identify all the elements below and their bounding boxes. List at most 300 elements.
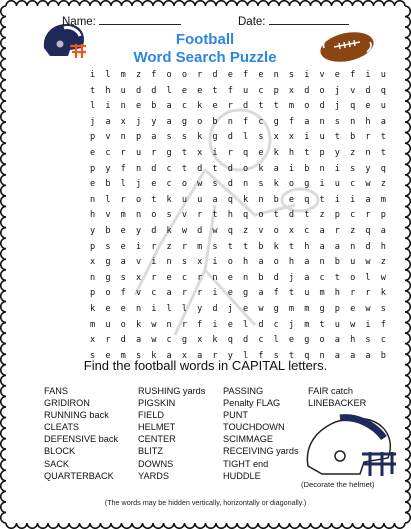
grid-letter[interactable]: u: [350, 257, 356, 268]
grid-letter[interactable]: h: [288, 257, 295, 268]
grid-letter[interactable]: k: [380, 288, 386, 299]
grid-letter[interactable]: e: [288, 194, 295, 205]
grid-letter[interactable]: d: [197, 163, 203, 174]
grid-letter[interactable]: b: [380, 350, 386, 361]
grid-letter[interactable]: q: [304, 194, 310, 205]
grid-letter[interactable]: e: [334, 70, 340, 80]
grid-letter[interactable]: l: [166, 85, 172, 96]
grid-letter[interactable]: x: [120, 116, 126, 127]
grid-letter[interactable]: d: [120, 335, 126, 346]
grid-letter[interactable]: t: [380, 132, 386, 143]
grid-letter[interactable]: c: [105, 147, 111, 158]
grid-letter[interactable]: b: [304, 163, 310, 174]
grid-letter[interactable]: w: [350, 319, 356, 330]
grid-letter[interactable]: q: [350, 101, 356, 112]
grid-letter[interactable]: w: [197, 179, 203, 190]
grid-letter[interactable]: x: [197, 147, 203, 158]
grid-letter[interactable]: r: [151, 147, 157, 158]
grid-letter[interactable]: l: [243, 319, 249, 330]
grid-letter[interactable]: s: [120, 272, 126, 283]
grid-letter[interactable]: i: [319, 179, 325, 190]
grid-letter[interactable]: a: [380, 116, 386, 127]
grid-letter[interactable]: t: [288, 288, 295, 299]
grid-letter[interactable]: o: [288, 179, 295, 190]
grid-letter[interactable]: s: [135, 350, 142, 361]
grid-letter[interactable]: v: [135, 257, 142, 268]
grid-letter[interactable]: j: [90, 116, 96, 127]
grid-letter[interactable]: f: [197, 319, 203, 330]
grid-letter[interactable]: j: [288, 272, 295, 283]
grid-letter[interactable]: h: [334, 288, 340, 299]
grid-letter[interactable]: e: [120, 241, 126, 252]
grid-letter[interactable]: w: [151, 335, 157, 346]
grid-letter[interactable]: n: [243, 179, 249, 190]
grid-letter[interactable]: y: [365, 163, 371, 174]
grid-letter[interactable]: o: [227, 257, 233, 268]
grid-letter[interactable]: d: [273, 272, 279, 283]
grid-letter[interactable]: n: [319, 350, 325, 361]
grid-letter[interactable]: m: [288, 303, 295, 314]
grid-letter[interactable]: i: [135, 241, 142, 252]
grid-letter[interactable]: m: [120, 350, 126, 361]
grid-letter[interactable]: y: [105, 163, 111, 174]
grid-letter[interactable]: g: [273, 116, 279, 127]
grid-letter[interactable]: k: [273, 241, 279, 252]
grid-letter[interactable]: a: [334, 350, 340, 361]
grid-letter[interactable]: b: [334, 257, 340, 268]
grid-letter[interactable]: z: [135, 70, 142, 80]
grid-letter[interactable]: t: [273, 210, 279, 221]
grid-letter[interactable]: i: [212, 147, 218, 158]
grid-letter[interactable]: m: [197, 241, 203, 252]
grid-letter[interactable]: l: [105, 70, 111, 80]
grid-letter[interactable]: r: [334, 225, 340, 236]
letter-grid[interactable]: [85, 68, 391, 364]
grid-letter[interactable]: k: [197, 132, 203, 143]
grid-letter[interactable]: r: [365, 210, 371, 221]
grid-letter[interactable]: r: [181, 241, 188, 252]
grid-letter[interactable]: d: [365, 241, 371, 252]
grid-letter[interactable]: o: [350, 272, 356, 283]
grid-letter[interactable]: d: [151, 225, 157, 236]
grid-letter[interactable]: g: [166, 147, 172, 158]
grid-letter[interactable]: c: [166, 179, 172, 190]
grid-letter[interactable]: j: [334, 85, 340, 96]
grid-letter[interactable]: e: [166, 272, 172, 283]
grid-letter[interactable]: d: [288, 210, 295, 221]
grid-letter[interactable]: u: [105, 319, 111, 330]
grid-letter[interactable]: j: [288, 319, 295, 330]
grid-letter[interactable]: m: [288, 101, 295, 112]
grid-letter[interactable]: a: [304, 272, 310, 283]
grid-letter[interactable]: l: [181, 303, 188, 314]
grid-letter[interactable]: l: [365, 272, 371, 283]
grid-letter[interactable]: o: [197, 116, 203, 127]
grid-letter[interactable]: q: [227, 194, 233, 205]
grid-letter[interactable]: x: [273, 132, 279, 143]
grid-letter[interactable]: i: [212, 288, 218, 299]
grid-letter[interactable]: h: [350, 335, 356, 346]
grid-letter[interactable]: e: [120, 303, 126, 314]
grid-letter[interactable]: n: [350, 116, 356, 127]
grid-letter[interactable]: c: [350, 210, 356, 221]
grid-letter[interactable]: k: [243, 194, 249, 205]
name-blank[interactable]: [99, 14, 181, 25]
grid-letter[interactable]: k: [258, 163, 264, 174]
grid-letter[interactable]: c: [258, 85, 264, 96]
grid-letter[interactable]: s: [181, 132, 188, 143]
grid-letter[interactable]: s: [273, 350, 279, 361]
grid-letter[interactable]: k: [273, 179, 279, 190]
grid-letter[interactable]: r: [197, 70, 203, 80]
grid-letter[interactable]: c: [258, 116, 264, 127]
grid-letter[interactable]: q: [227, 335, 233, 346]
grid-letter[interactable]: p: [273, 85, 279, 96]
grid-letter[interactable]: i: [304, 70, 310, 80]
grid-letter[interactable]: g: [273, 303, 279, 314]
grid-letter[interactable]: u: [380, 101, 386, 112]
grid-letter[interactable]: o: [135, 194, 142, 205]
grid-letter[interactable]: q: [243, 210, 249, 221]
grid-letter[interactable]: k: [151, 350, 157, 361]
grid-letter[interactable]: q: [227, 225, 233, 236]
grid-letter[interactable]: t: [334, 132, 340, 143]
grid-letter[interactable]: n: [166, 257, 172, 268]
grid-letter[interactable]: c: [181, 101, 188, 112]
grid-letter[interactable]: a: [166, 116, 172, 127]
grid-letter[interactable]: k: [212, 335, 218, 346]
grid-letter[interactable]: m: [120, 70, 126, 80]
grid-letter[interactable]: o: [181, 179, 188, 190]
grid-letter[interactable]: e: [227, 70, 233, 80]
grid-letter[interactable]: d: [227, 179, 233, 190]
grid-letter[interactable]: e: [135, 101, 142, 112]
grid-letter[interactable]: r: [365, 288, 371, 299]
grid-letter[interactable]: v: [258, 225, 264, 236]
grid-letter[interactable]: v: [181, 210, 188, 221]
grid-letter[interactable]: o: [258, 210, 264, 221]
grid-letter[interactable]: n: [258, 194, 264, 205]
grid-letter[interactable]: o: [319, 85, 325, 96]
grid-letter[interactable]: a: [258, 257, 264, 268]
grid-letter[interactable]: h: [380, 241, 386, 252]
grid-letter[interactable]: q: [304, 350, 310, 361]
grid-letter[interactable]: q: [380, 163, 386, 174]
grid-letter[interactable]: c: [181, 272, 188, 283]
grid-letter[interactable]: t: [181, 163, 188, 174]
grid-letter[interactable]: p: [90, 288, 96, 299]
grid-letter[interactable]: k: [166, 194, 172, 205]
grid-letter[interactable]: f: [120, 163, 126, 174]
grid-letter[interactable]: t: [243, 241, 249, 252]
grid-letter[interactable]: o: [304, 101, 310, 112]
grid-letter[interactable]: i: [212, 257, 218, 268]
grid-letter[interactable]: q: [380, 85, 386, 96]
grid-letter[interactable]: m: [90, 319, 96, 330]
grid-letter[interactable]: q: [365, 225, 371, 236]
grid-letter[interactable]: x: [288, 132, 295, 143]
grid-letter[interactable]: r: [227, 101, 233, 112]
grid-letter[interactable]: e: [151, 179, 157, 190]
grid-letter[interactable]: k: [135, 319, 142, 330]
grid-letter[interactable]: p: [90, 132, 96, 143]
grid-letter[interactable]: f: [350, 70, 356, 80]
grid-letter[interactable]: t: [319, 319, 325, 330]
grid-letter[interactable]: o: [151, 210, 157, 221]
grid-letter[interactable]: s: [166, 132, 172, 143]
grid-letter[interactable]: o: [120, 319, 126, 330]
grid-letter[interactable]: d: [197, 225, 203, 236]
grid-letter[interactable]: h: [105, 85, 111, 96]
grid-letter[interactable]: s: [90, 350, 96, 361]
grid-letter[interactable]: e: [227, 272, 233, 283]
grid-letter[interactable]: n: [90, 194, 96, 205]
grid-letter[interactable]: r: [181, 288, 188, 299]
grid-letter[interactable]: e: [258, 147, 264, 158]
grid-letter[interactable]: e: [120, 225, 126, 236]
grid-letter[interactable]: v: [135, 288, 142, 299]
grid-letter[interactable]: b: [212, 116, 218, 127]
grid-letter[interactable]: c: [258, 335, 264, 346]
grid-letter[interactable]: h: [288, 147, 295, 158]
grid-letter[interactable]: s: [212, 179, 218, 190]
grid-letter[interactable]: i: [151, 303, 157, 314]
grid-letter[interactable]: b: [105, 179, 111, 190]
grid-letter[interactable]: t: [212, 163, 218, 174]
grid-letter[interactable]: b: [258, 241, 264, 252]
grid-letter[interactable]: f: [243, 116, 249, 127]
grid-letter[interactable]: l: [166, 303, 172, 314]
grid-letter[interactable]: b: [273, 194, 279, 205]
grid-letter[interactable]: f: [151, 70, 157, 80]
grid-letter[interactable]: c: [151, 288, 157, 299]
grid-letter[interactable]: n: [365, 147, 371, 158]
grid-letter[interactable]: d: [243, 335, 249, 346]
grid-letter[interactable]: c: [304, 225, 310, 236]
grid-letter[interactable]: z: [380, 179, 386, 190]
grid-letter[interactable]: s: [380, 303, 386, 314]
grid-letter[interactable]: d: [243, 101, 249, 112]
grid-letter[interactable]: w: [258, 303, 264, 314]
grid-letter[interactable]: k: [197, 101, 203, 112]
grid-letter[interactable]: t: [304, 210, 310, 221]
grid-letter[interactable]: x: [90, 335, 96, 346]
grid-letter[interactable]: f: [380, 319, 386, 330]
grid-letter[interactable]: f: [273, 288, 279, 299]
outline-helmet-icon[interactable]: [300, 408, 400, 482]
grid-letter[interactable]: e: [258, 70, 264, 80]
grid-letter[interactable]: c: [380, 335, 386, 346]
grid-letter[interactable]: d: [258, 319, 264, 330]
grid-letter[interactable]: n: [166, 319, 172, 330]
grid-letter[interactable]: e: [90, 179, 96, 190]
grid-letter[interactable]: u: [334, 179, 340, 190]
grid-letter[interactable]: f: [227, 85, 233, 96]
grid-letter[interactable]: c: [166, 335, 172, 346]
grid-letter[interactable]: d: [151, 85, 157, 96]
grid-letter[interactable]: b: [258, 272, 264, 283]
grid-letter[interactable]: m: [120, 210, 126, 221]
grid-letter[interactable]: o: [166, 70, 172, 80]
grid-letter[interactable]: c: [319, 272, 325, 283]
grid-letter[interactable]: r: [151, 241, 157, 252]
grid-letter[interactable]: y: [334, 147, 340, 158]
grid-letter[interactable]: g: [105, 272, 111, 283]
grid-letter[interactable]: p: [380, 210, 386, 221]
grid-letter[interactable]: z: [350, 147, 356, 158]
grid-letter[interactable]: t: [258, 101, 264, 112]
grid-letter[interactable]: n: [319, 163, 325, 174]
grid-letter[interactable]: o: [273, 225, 279, 236]
grid-letter[interactable]: t: [181, 147, 188, 158]
grid-letter[interactable]: p: [90, 241, 96, 252]
grid-letter[interactable]: n: [319, 116, 325, 127]
grid-letter[interactable]: t: [212, 210, 218, 221]
grid-letter[interactable]: h: [227, 210, 233, 221]
grid-letter[interactable]: e: [365, 101, 371, 112]
grid-letter[interactable]: k: [166, 225, 172, 236]
grid-letter[interactable]: r: [365, 132, 371, 143]
grid-letter[interactable]: o: [105, 288, 111, 299]
grid-letter[interactable]: z: [350, 225, 356, 236]
grid-letter[interactable]: s: [212, 241, 218, 252]
grid-letter[interactable]: a: [166, 101, 172, 112]
grid-letter[interactable]: a: [350, 350, 356, 361]
grid-letter[interactable]: e: [212, 101, 218, 112]
grid-letter[interactable]: y: [151, 116, 157, 127]
grid-letter[interactable]: n: [120, 101, 126, 112]
grid-letter[interactable]: e: [197, 85, 203, 96]
grid-letter[interactable]: e: [227, 288, 233, 299]
grid-letter[interactable]: v: [105, 210, 111, 221]
grid-letter[interactable]: r: [105, 335, 111, 346]
grid-letter[interactable]: v: [319, 70, 325, 80]
grid-letter[interactable]: r: [212, 350, 218, 361]
grid-letter[interactable]: o: [181, 70, 188, 80]
grid-letter[interactable]: y: [90, 225, 96, 236]
grid-letter[interactable]: d: [212, 70, 218, 80]
grid-letter[interactable]: w: [151, 319, 157, 330]
grid-letter[interactable]: t: [304, 147, 310, 158]
grid-letter[interactable]: o: [243, 163, 249, 174]
grid-letter[interactable]: l: [273, 335, 279, 346]
grid-letter[interactable]: w: [365, 179, 371, 190]
grid-letter[interactable]: t: [288, 350, 295, 361]
name-field[interactable]: [62, 14, 181, 28]
grid-letter[interactable]: d: [212, 303, 218, 314]
grid-letter[interactable]: a: [135, 335, 142, 346]
grid-letter[interactable]: d: [227, 163, 233, 174]
grid-letter[interactable]: u: [243, 85, 249, 96]
grid-letter[interactable]: p: [334, 303, 340, 314]
grid-letter[interactable]: x: [288, 225, 295, 236]
grid-letter[interactable]: e: [350, 303, 356, 314]
grid-letter[interactable]: g: [212, 132, 218, 143]
grid-letter[interactable]: w: [365, 303, 371, 314]
grid-letter[interactable]: n: [90, 272, 96, 283]
grid-letter[interactable]: r: [151, 272, 157, 283]
grid-letter[interactable]: g: [304, 179, 310, 190]
grid-letter[interactable]: x: [197, 257, 203, 268]
date-field[interactable]: [238, 14, 349, 28]
grid-letter[interactable]: s: [105, 241, 111, 252]
grid-letter[interactable]: r: [227, 147, 233, 158]
grid-letter[interactable]: l: [243, 350, 249, 361]
grid-letter[interactable]: v: [350, 85, 356, 96]
grid-letter[interactable]: x: [135, 272, 142, 283]
grid-letter[interactable]: t: [151, 194, 157, 205]
grid-letter[interactable]: m: [304, 319, 310, 330]
grid-letter[interactable]: b: [350, 132, 356, 143]
grid-letter[interactable]: u: [319, 132, 325, 143]
grid-letter[interactable]: t: [319, 194, 325, 205]
grid-letter[interactable]: k: [273, 147, 279, 158]
grid-letter[interactable]: n: [243, 272, 249, 283]
grid-letter[interactable]: o: [319, 335, 325, 346]
grid-letter[interactable]: e: [243, 303, 249, 314]
grid-letter[interactable]: g: [243, 288, 249, 299]
grid-letter[interactable]: l: [105, 194, 111, 205]
grid-letter[interactable]: d: [365, 85, 371, 96]
grid-letter[interactable]: i: [365, 70, 371, 80]
grid-letter[interactable]: u: [135, 147, 142, 158]
grid-letter[interactable]: a: [120, 257, 126, 268]
grid-letter[interactable]: h: [243, 257, 249, 268]
grid-letter[interactable]: f: [258, 350, 264, 361]
grid-letter[interactable]: h: [365, 116, 371, 127]
grid-letter[interactable]: s: [166, 210, 172, 221]
grid-letter[interactable]: e: [105, 303, 111, 314]
grid-letter[interactable]: a: [166, 288, 172, 299]
grid-letter[interactable]: a: [166, 350, 172, 361]
grid-letter[interactable]: j: [227, 303, 233, 314]
grid-letter[interactable]: m: [319, 288, 325, 299]
grid-letter[interactable]: q: [243, 147, 249, 158]
grid-letter[interactable]: w: [212, 225, 218, 236]
grid-letter[interactable]: e: [227, 319, 233, 330]
grid-letter[interactable]: o: [273, 257, 279, 268]
grid-letter[interactable]: a: [304, 116, 310, 127]
grid-letter[interactable]: t: [334, 272, 340, 283]
grid-letter[interactable]: d: [227, 132, 233, 143]
grid-letter[interactable]: j: [334, 101, 340, 112]
grid-letter[interactable]: t: [212, 85, 218, 96]
grid-letter[interactable]: u: [197, 194, 203, 205]
grid-letter[interactable]: n: [135, 163, 142, 174]
grid-letter[interactable]: y: [197, 303, 203, 314]
grid-letter[interactable]: a: [304, 257, 310, 268]
grid-letter[interactable]: g: [181, 335, 188, 346]
grid-letter[interactable]: x: [197, 335, 203, 346]
grid-letter[interactable]: g: [105, 257, 111, 268]
grid-letter[interactable]: n: [120, 132, 126, 143]
grid-letter[interactable]: i: [334, 163, 340, 174]
date-blank[interactable]: [269, 14, 349, 25]
grid-letter[interactable]: j: [135, 179, 142, 190]
grid-letter[interactable]: w: [181, 225, 188, 236]
grid-letter[interactable]: y: [135, 225, 142, 236]
grid-letter[interactable]: d: [319, 101, 325, 112]
grid-letter[interactable]: n: [319, 257, 325, 268]
grid-letter[interactable]: p: [319, 147, 325, 158]
grid-letter[interactable]: g: [304, 335, 310, 346]
grid-letter[interactable]: z: [380, 257, 386, 268]
grid-letter[interactable]: l: [120, 179, 126, 190]
grid-letter[interactable]: n: [135, 210, 142, 221]
grid-letter[interactable]: i: [365, 319, 371, 330]
grid-letter[interactable]: m: [380, 194, 386, 205]
grid-letter[interactable]: t: [288, 241, 295, 252]
